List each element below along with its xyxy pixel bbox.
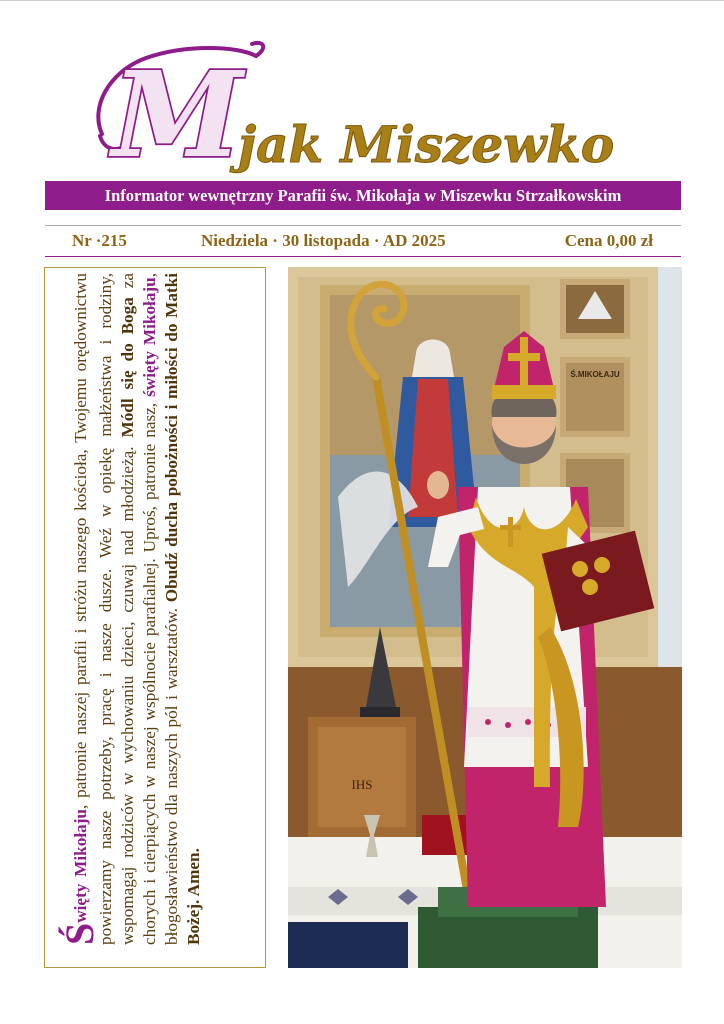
issue-number: Nr ·215 (72, 231, 127, 250)
issue-info-bar (45, 225, 681, 257)
prayer-box (44, 267, 266, 968)
prayer-part: za chorych i cierpiących w naszej wspólnocie parafialnej. Uproś, patronie nasz, (118, 272, 159, 945)
masthead-title: jak Miszewko (238, 115, 615, 174)
prayer-bold: Módl się do Boga (118, 297, 137, 438)
prayer-part: więty (71, 876, 90, 923)
prayer-bold-name: Mikołaju (71, 809, 90, 877)
subtitle-banner: Informator wewnętrzny Parafii św. Mikołaja w Miszewku Strzałkowskim (45, 181, 681, 210)
prayer-closing: Obudź ducha pobożności i miłości do Matki Bożej. Amen. (162, 273, 203, 945)
plaque-text: Ś.MIKOŁAJU (570, 370, 620, 379)
prayer-part: , błogosławieństwo dla naszych pól i warsztatów. (140, 272, 181, 945)
photo-illustration (288, 267, 682, 968)
ihs-monogram: IHS (351, 777, 373, 792)
saint-nicholas-photo (288, 267, 682, 968)
top-rule (0, 0, 724, 1)
prayer-bold-name: święty Mikołaju (140, 277, 159, 397)
masthead (88, 38, 648, 178)
prayer-text (57, 272, 266, 945)
drop-cap: Ś (57, 922, 102, 945)
issue-date: Niedziela · 30 listopada · AD 2025 (201, 231, 446, 250)
prayer-part: , patronie naszej parafii i stróżu naszego kościoła, Twojemu orędownictwu powierzamy nasze potrzeby, pracę i nasze dusze. Weź w opiekę małżeństwa i rodziny, wspomagaj rodziców w wychowaniu dzieci, czuwaj nad młodzieżą. (71, 273, 137, 945)
issue-price: Cena 0,00 zł (564, 231, 653, 250)
masthead-logo (88, 38, 648, 178)
masthead-big-letter: M (112, 45, 243, 178)
